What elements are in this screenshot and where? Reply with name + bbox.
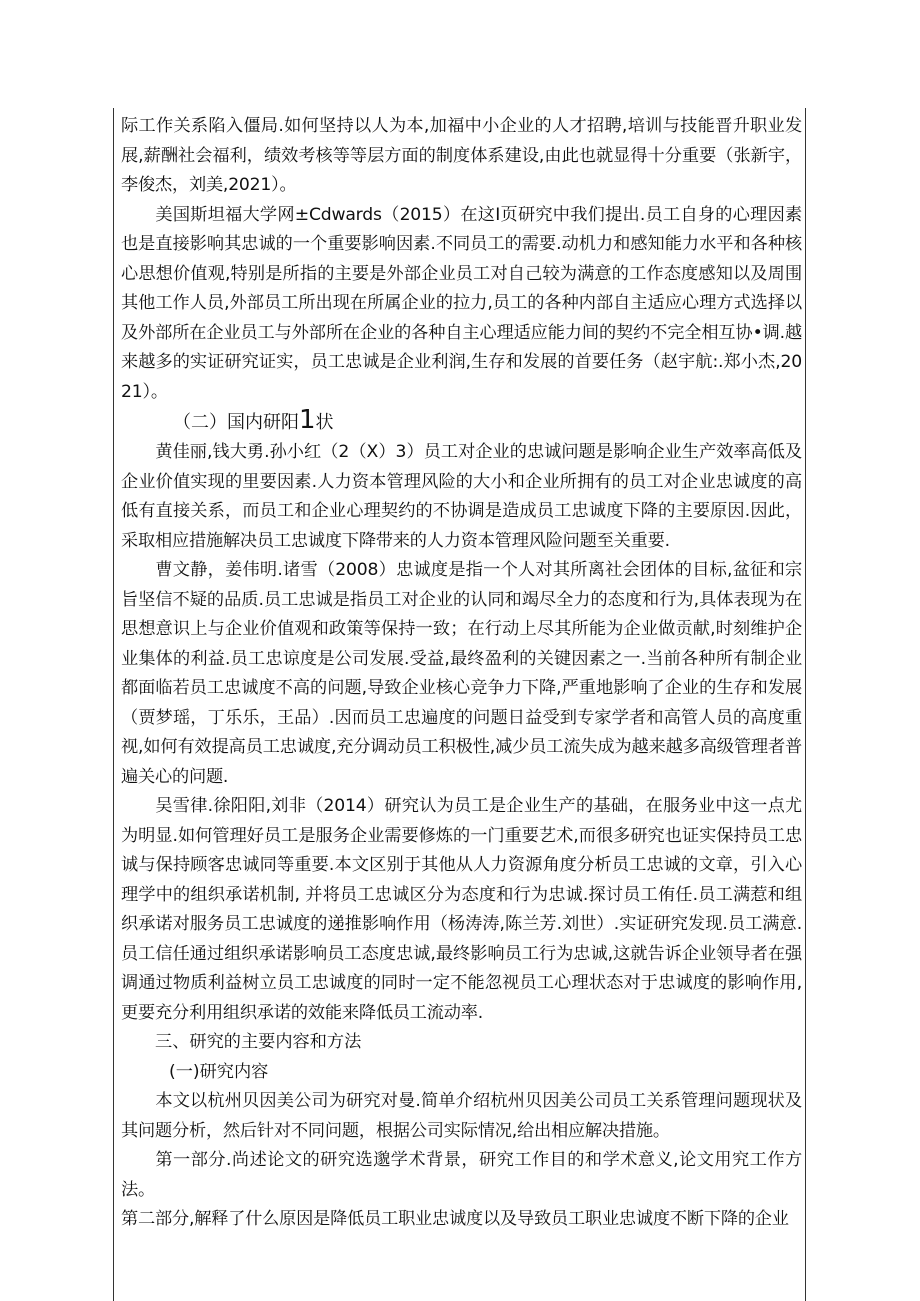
paragraph-wu-study: 吴雪律.徐阳阳,刘非（2014）研究认为员工是企业生产的基础，在服务业中这一点尤为明显.如何管理好员工是服务企业需要修炼的一门重要艺术,而很多研究也证实保持员工忠诚与保持顾客忠诚同等重要.本文区别于其他从人力资源角度分析员工忠诚的文章，引入心理学中的组织承诺机制, 并将员工忠诚区分为态度和行为忠诚.探讨员工侑任.员工满惹和组织承诺对服务员工忠诚度的递推影响作用（杨涛涛,陈兰芳.刘世）.实证研究发现.员工满意.员工信任通过组织承诺影响员工态度忠诚,最终影响员工行为忠诚,这就告诉企业领导者在强调通过物质利益树立员工忠诚度的同时一定不能忽视员工心理状态对于忠诚度的影响作用,更要充分利用组织承诺的效能来降低员工流动率. — [121, 796, 802, 1023]
paragraph-continuation: 际工作关系陷入僵局.如何坚持以人为本,加福中小企业的人才招聘,培训与技能晋升职业发展,薪酬社会福利，绩效考核等等层方面的制度体系建设,由此也就显得十分重要（张新宇，李俊杰，刘美,2021）。 — [121, 116, 802, 195]
paragraph-part-one: 第一部分.尚述论文的研究选邈学术背景，研究工作目的和学术意义,论文用究工作方法。 — [121, 1150, 802, 1200]
document-body — [121, 112, 802, 1235]
paragraph-stanford-study: 美国斯坦福大学网±Cdwards（2015）在这I页研究中我们提出.员工自身的心理因素也是直接影响其忠诚的一个重要影响因素.不同员工的需要.动机力和感知能力水平和各种核心思想价值观,特别是所指的主要是外部企业员工对自己较为满意的工作态度感知以及周围其他工作人员,外部员工所出现在所属企业的拉力,员工的各种内部自主适应心理方式选择以及外部所在企业员工与外部所在企业的各种自主心理适应能力间的契约不完全相互协•调.越来越多的实证研究证实，员工忠诚是企业利润,生存和发展的首要任务（赵宇航:.郑小杰,2021）。 — [121, 204, 802, 402]
heading-domestic-research-suffix: 状 — [315, 412, 334, 433]
heading-research-content: (一)研究内容 — [169, 1061, 269, 1082]
heading-section-three: 三、研究的主要内容和方法 — [155, 1032, 362, 1052]
heading-domestic-research — [121, 407, 802, 438]
paragraph-research-intro: 本文以杭州贝因美公司为研究对曼.简单介绍杭州贝因美公司员工关系管理问题现状及其问题分析，然后针对不同问题，根据公司实际情况,给出相应解决措施。 — [121, 1091, 802, 1141]
paragraph-huang-study: 黄佳丽,钱大勇.孙小红（2（X）3）员工对企业的忠诚问题是影响企业生产效率高低及企业价值实现的里要因素.人力资本管理风险的大小和企业所拥有的员工对企业忠诚度的高低有直接关系，而员工和企业心理契约的不协调是造成员工忠诚度下降的主要原因.因此，采取相应措施解决员工忠诚度下降带来的人力资本管理风险问题至关重要. — [121, 442, 802, 551]
heading-domestic-research-text: （二）国内研阳 — [173, 412, 299, 433]
paragraph-cao-study: 曹文静，姜伟明.诸雪（2008）忠诚度是指一个人对其所离社会团体的目标,盆征和宗旨坚信不疑的品质.员工忠诚是指员工对企业的认同和竭尽全力的态度和行为,具体表现为在思想意识上与企业价值观和政策等保持一致；在行动上尽其所能为企业做贡献,时刻维护企业集体的利益.员工忠谅度是公司发展.受益,最终盈利的关键因素之一.当前各种所有制企业都面临若员工忠诚度不高的问题,导致企业核心竞争力下降,严重地影响了企业的生存和发展（贾梦瑶，丁乐乐，王品）.因而员工忠遍度的问题日益受到专家学者和高管人员的高度重视,如何有效提高员工忠诚度,充分调动员工积极性,减少员工流失成为越来越多高级管理者普遍关心的问题. — [121, 560, 802, 787]
heading-domestic-research-numeral: 1 — [299, 405, 316, 435]
paragraph-part-two: 第二部分,解释了什么原因是降低员工职业忠诚度以及导致员工职业忠诚度不断下降的企业 — [121, 1209, 789, 1229]
